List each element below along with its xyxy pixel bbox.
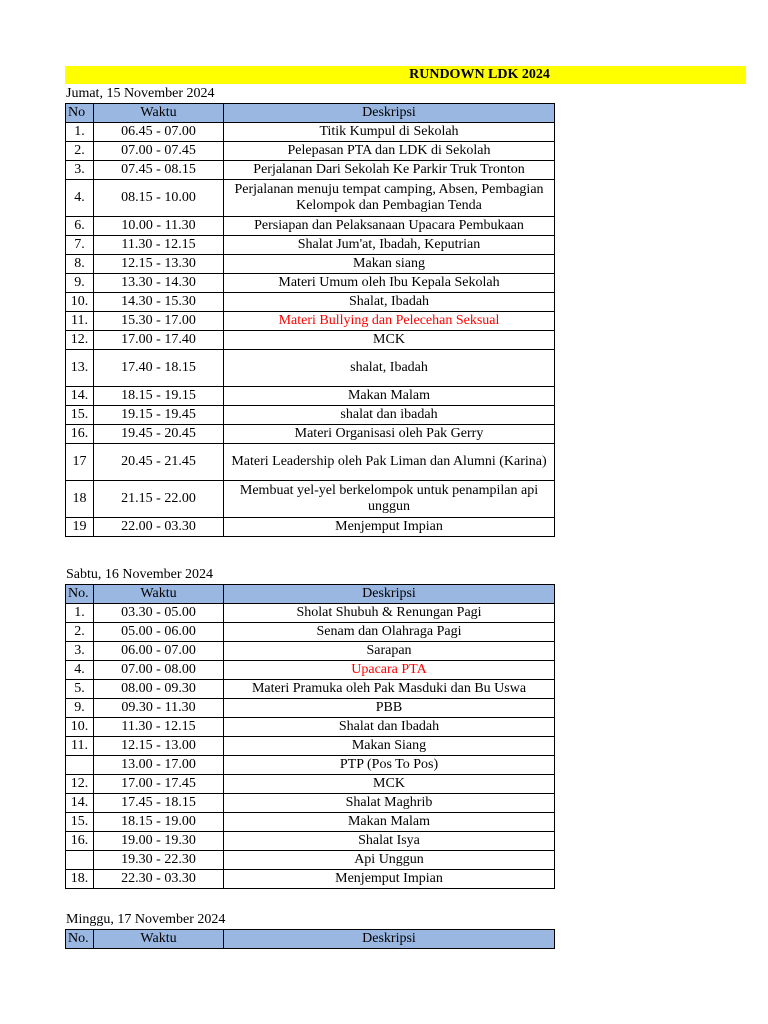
row-description: Shalat Jum'at, Ibadah, Keputrian [224,236,555,255]
row-description: Makan Malam [224,813,555,832]
table-row [66,425,555,444]
table-row [66,350,555,387]
row-time: 06.00 - 07.00 [94,642,224,661]
row-description: shalat, Ibadah [224,350,555,387]
row-time: 17.00 - 17.40 [94,331,224,350]
row-description: Shalat Maghrib [224,794,555,813]
column-header-no: No. [66,930,94,949]
row-time: 17.00 - 17.45 [94,775,224,794]
table-row [66,406,555,425]
column-header-description: Deskripsi [224,585,555,604]
row-description: MCK [224,331,555,350]
row-time: 03.30 - 05.00 [94,604,224,623]
row-time: 17.45 - 18.15 [94,794,224,813]
row-time: 19.15 - 19.45 [94,406,224,425]
row-time: 22.00 - 03.30 [94,518,224,537]
row-description: Perjalanan Dari Sekolah Ke Parkir Truk Tronton [224,161,555,180]
row-description: Pelepasan PTA dan LDK di Sekolah [224,142,555,161]
table-row [66,851,555,870]
row-description: Api Unggun [224,851,555,870]
day-label-saturday: Sabtu, 16 November 2024 [66,567,213,582]
row-time: 08.15 - 10.00 [94,180,224,217]
table-row [66,518,555,537]
row-description: Makan Siang [224,737,555,756]
row-number: 18 [66,481,94,518]
table-row [66,813,555,832]
row-description: Menjemput Impian [224,870,555,889]
table-row [66,718,555,737]
row-number: 5. [66,680,94,699]
table-row [66,737,555,756]
table-row [66,123,555,142]
row-time: 06.45 - 07.00 [94,123,224,142]
column-header-time: Waktu [94,585,224,604]
row-time: 21.15 - 22.00 [94,481,224,518]
table-row [66,699,555,718]
row-number: 10. [66,293,94,312]
table-row [66,387,555,406]
table-row [66,756,555,775]
row-time: 08.00 - 09.30 [94,680,224,699]
table-row [66,680,555,699]
table-row [66,312,555,331]
row-time: 18.15 - 19.00 [94,813,224,832]
row-number: 15. [66,813,94,832]
table-row [66,604,555,623]
row-time: 10.00 - 11.30 [94,217,224,236]
table-row [66,481,555,518]
row-number: 3. [66,642,94,661]
row-number: 13. [66,350,94,387]
table-row [66,794,555,813]
row-number [66,756,94,775]
row-description: PBB [224,699,555,718]
row-time: 14.30 - 15.30 [94,293,224,312]
row-description: Shalat Isya [224,832,555,851]
row-time: 22.30 - 03.30 [94,870,224,889]
row-number: 6. [66,217,94,236]
table-row [66,180,555,217]
document-title: RUNDOWN LDK 2024 [409,67,550,82]
row-description: Makan Malam [224,387,555,406]
row-number: 2. [66,623,94,642]
row-time: 07.00 - 08.00 [94,661,224,680]
row-number [66,851,94,870]
column-header-no: No. [66,585,94,604]
row-description: Makan siang [224,255,555,274]
schedule-table-saturday [65,584,555,889]
row-description: MCK [224,775,555,794]
table-header-row [66,930,555,949]
schedule-table-sunday [65,929,555,949]
table-row [66,623,555,642]
row-number: 10. [66,718,94,737]
row-number: 19 [66,518,94,537]
row-number: 12. [66,775,94,794]
title-banner [65,66,746,84]
row-description: Sholat Shubuh & Renungan Pagi [224,604,555,623]
table-row [66,832,555,851]
row-number: 4. [66,180,94,217]
table-row [66,161,555,180]
column-header-time: Waktu [94,104,224,123]
row-time: 19.30 - 22.30 [94,851,224,870]
row-number: 1. [66,604,94,623]
row-number: 16. [66,425,94,444]
row-time: 05.00 - 06.00 [94,623,224,642]
table-row [66,775,555,794]
table-row [66,642,555,661]
table-row [66,142,555,161]
row-time: 19.00 - 19.30 [94,832,224,851]
row-number: 14. [66,387,94,406]
column-header-description: Deskripsi [224,930,555,949]
row-number: 15. [66,406,94,425]
day-label-friday: Jumat, 15 November 2024 [66,86,215,101]
table-row [66,331,555,350]
row-time: 19.45 - 20.45 [94,425,224,444]
schedule-table-friday [65,103,555,537]
column-header-time: Waktu [94,930,224,949]
row-time: 12.15 - 13.00 [94,737,224,756]
row-number: 12. [66,331,94,350]
column-header-no: No [66,104,94,123]
row-description: shalat dan ibadah [224,406,555,425]
row-time: 09.30 - 11.30 [94,699,224,718]
row-description: Shalat dan Ibadah [224,718,555,737]
row-time: 17.40 - 18.15 [94,350,224,387]
row-description-highlighted: Upacara PTA [224,661,555,680]
row-number: 9. [66,274,94,293]
row-description: Materi Organisasi oleh Pak Gerry [224,425,555,444]
row-number: 3. [66,161,94,180]
row-number: 2. [66,142,94,161]
row-description: Sarapan [224,642,555,661]
row-number: 1. [66,123,94,142]
row-description: Materi Umum oleh Ibu Kepala Sekolah [224,274,555,293]
column-header-description: Deskripsi [224,104,555,123]
table-row [66,444,555,481]
table-row [66,870,555,889]
row-time: 12.15 - 13.30 [94,255,224,274]
table-header-row [66,585,555,604]
row-number: 4. [66,661,94,680]
row-description: Titik Kumpul di Sekolah [224,123,555,142]
table-row [66,255,555,274]
table-row [66,293,555,312]
row-time: 07.00 - 07.45 [94,142,224,161]
row-description-highlighted: Materi Bullying dan Pelecehan Seksual [224,312,555,331]
row-time: 13.30 - 14.30 [94,274,224,293]
row-number: 7. [66,236,94,255]
row-description: Materi Pramuka oleh Pak Masduki dan Bu Uswa [224,680,555,699]
row-description: Shalat, Ibadah [224,293,555,312]
row-time: 11.30 - 12.15 [94,236,224,255]
row-description: PTP (Pos To Pos) [224,756,555,775]
table-row [66,661,555,680]
row-number: 18. [66,870,94,889]
row-number: 9. [66,699,94,718]
table-row [66,274,555,293]
row-number: 8. [66,255,94,274]
row-description: Menjemput Impian [224,518,555,537]
row-description: Senam dan Olahraga Pagi [224,623,555,642]
row-description: Materi Leadership oleh Pak Liman dan Alumni (Karina) [224,444,555,481]
row-number: 16. [66,832,94,851]
row-description: Persiapan dan Pelaksanaan Upacara Pembukaan [224,217,555,236]
table-header-row [66,104,555,123]
table-row [66,236,555,255]
row-time: 20.45 - 21.45 [94,444,224,481]
row-number: 14. [66,794,94,813]
row-time: 07.45 - 08.15 [94,161,224,180]
row-description: Perjalanan menuju tempat camping, Absen, Pembagian Kelompok dan Pembagian Tenda [224,180,555,217]
row-number: 11. [66,737,94,756]
row-description: Membuat yel-yel berkelompok untuk penampilan api unggun [224,481,555,518]
row-number: 11. [66,312,94,331]
row-time: 11.30 - 12.15 [94,718,224,737]
row-time: 18.15 - 19.15 [94,387,224,406]
row-time: 15.30 - 17.00 [94,312,224,331]
row-number: 17 [66,444,94,481]
table-row [66,217,555,236]
row-time: 13.00 - 17.00 [94,756,224,775]
day-label-sunday: Minggu, 17 November 2024 [66,912,226,927]
